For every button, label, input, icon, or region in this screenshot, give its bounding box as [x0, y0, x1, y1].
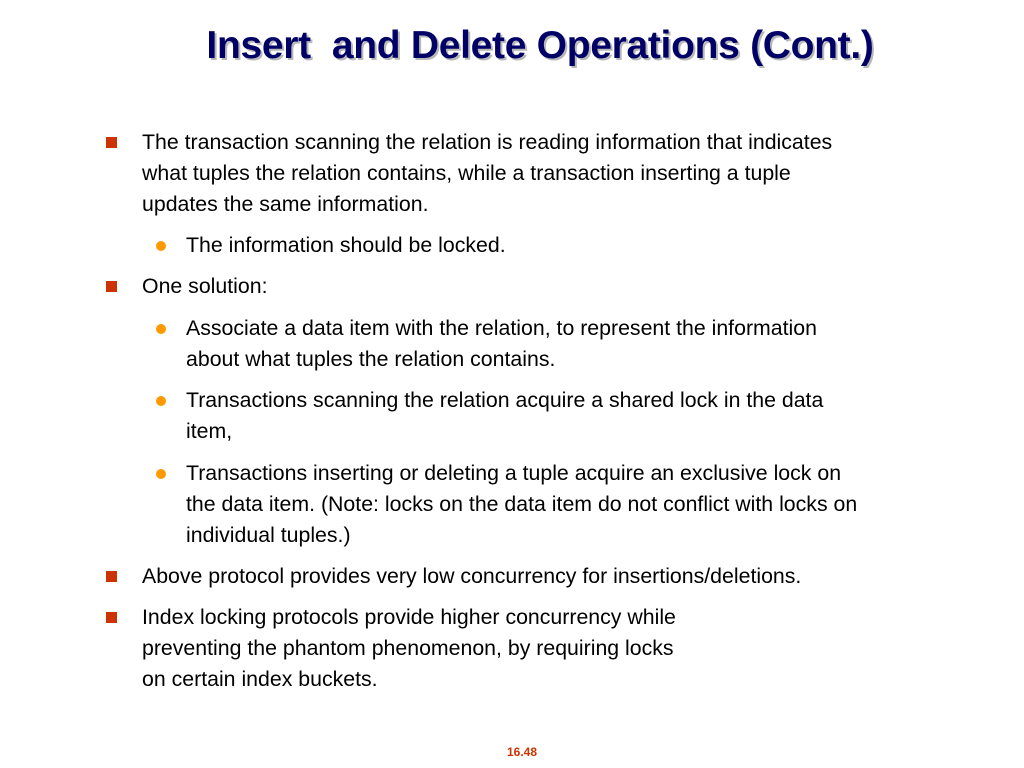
bullet-text: One solution: — [142, 274, 268, 298]
round-bullet-icon — [156, 469, 166, 479]
sub-bullet-text: Transactions scanning the relation acquire a shared lock in the data item, — [186, 388, 824, 443]
round-bullet-icon — [156, 241, 166, 251]
bullet-item-2 — [106, 271, 268, 302]
square-bullet-icon — [106, 612, 117, 623]
sub-bullet-item-3 — [156, 385, 823, 447]
sub-bullet-text: The information should be locked. — [186, 233, 506, 257]
sub-bullet-item-4 — [156, 458, 857, 551]
sub-bullet-item-1 — [156, 230, 506, 261]
sub-bullet-item-2 — [156, 313, 817, 375]
bullet-text: Index locking protocols provide higher concurrency while preventing the phantom phenomenon, by requiring locks on certain index buckets. — [142, 605, 676, 691]
round-bullet-icon — [156, 324, 166, 334]
square-bullet-icon — [106, 281, 117, 292]
bullet-item-4 — [106, 602, 676, 695]
square-bullet-icon — [106, 137, 117, 148]
page-number: 16.48 — [506, 745, 538, 759]
bullet-text: The transaction scanning the relation is reading information that indicates what tuples the relation contains, while a transaction inserting a tuple updates the same information. — [142, 130, 833, 216]
bullet-item-3 — [106, 561, 801, 592]
square-bullet-icon — [106, 571, 117, 582]
slide-title: Insert and Delete Operations (Cont.) — [206, 24, 874, 67]
round-bullet-icon — [156, 396, 166, 406]
sub-bullet-text: Transactions inserting or deleting a tuple acquire an exclusive lock on the data item. (Note: locks on the data item do not conflict with locks on individual tuples.) — [186, 461, 858, 547]
sub-bullet-text: Associate a data item with the relation, to represent the information about what tuples the relation contains. — [186, 316, 817, 371]
bullet-item-1 — [106, 127, 832, 220]
bullet-text: Above protocol provides very low concurrency for insertions/deletions. — [142, 564, 802, 588]
